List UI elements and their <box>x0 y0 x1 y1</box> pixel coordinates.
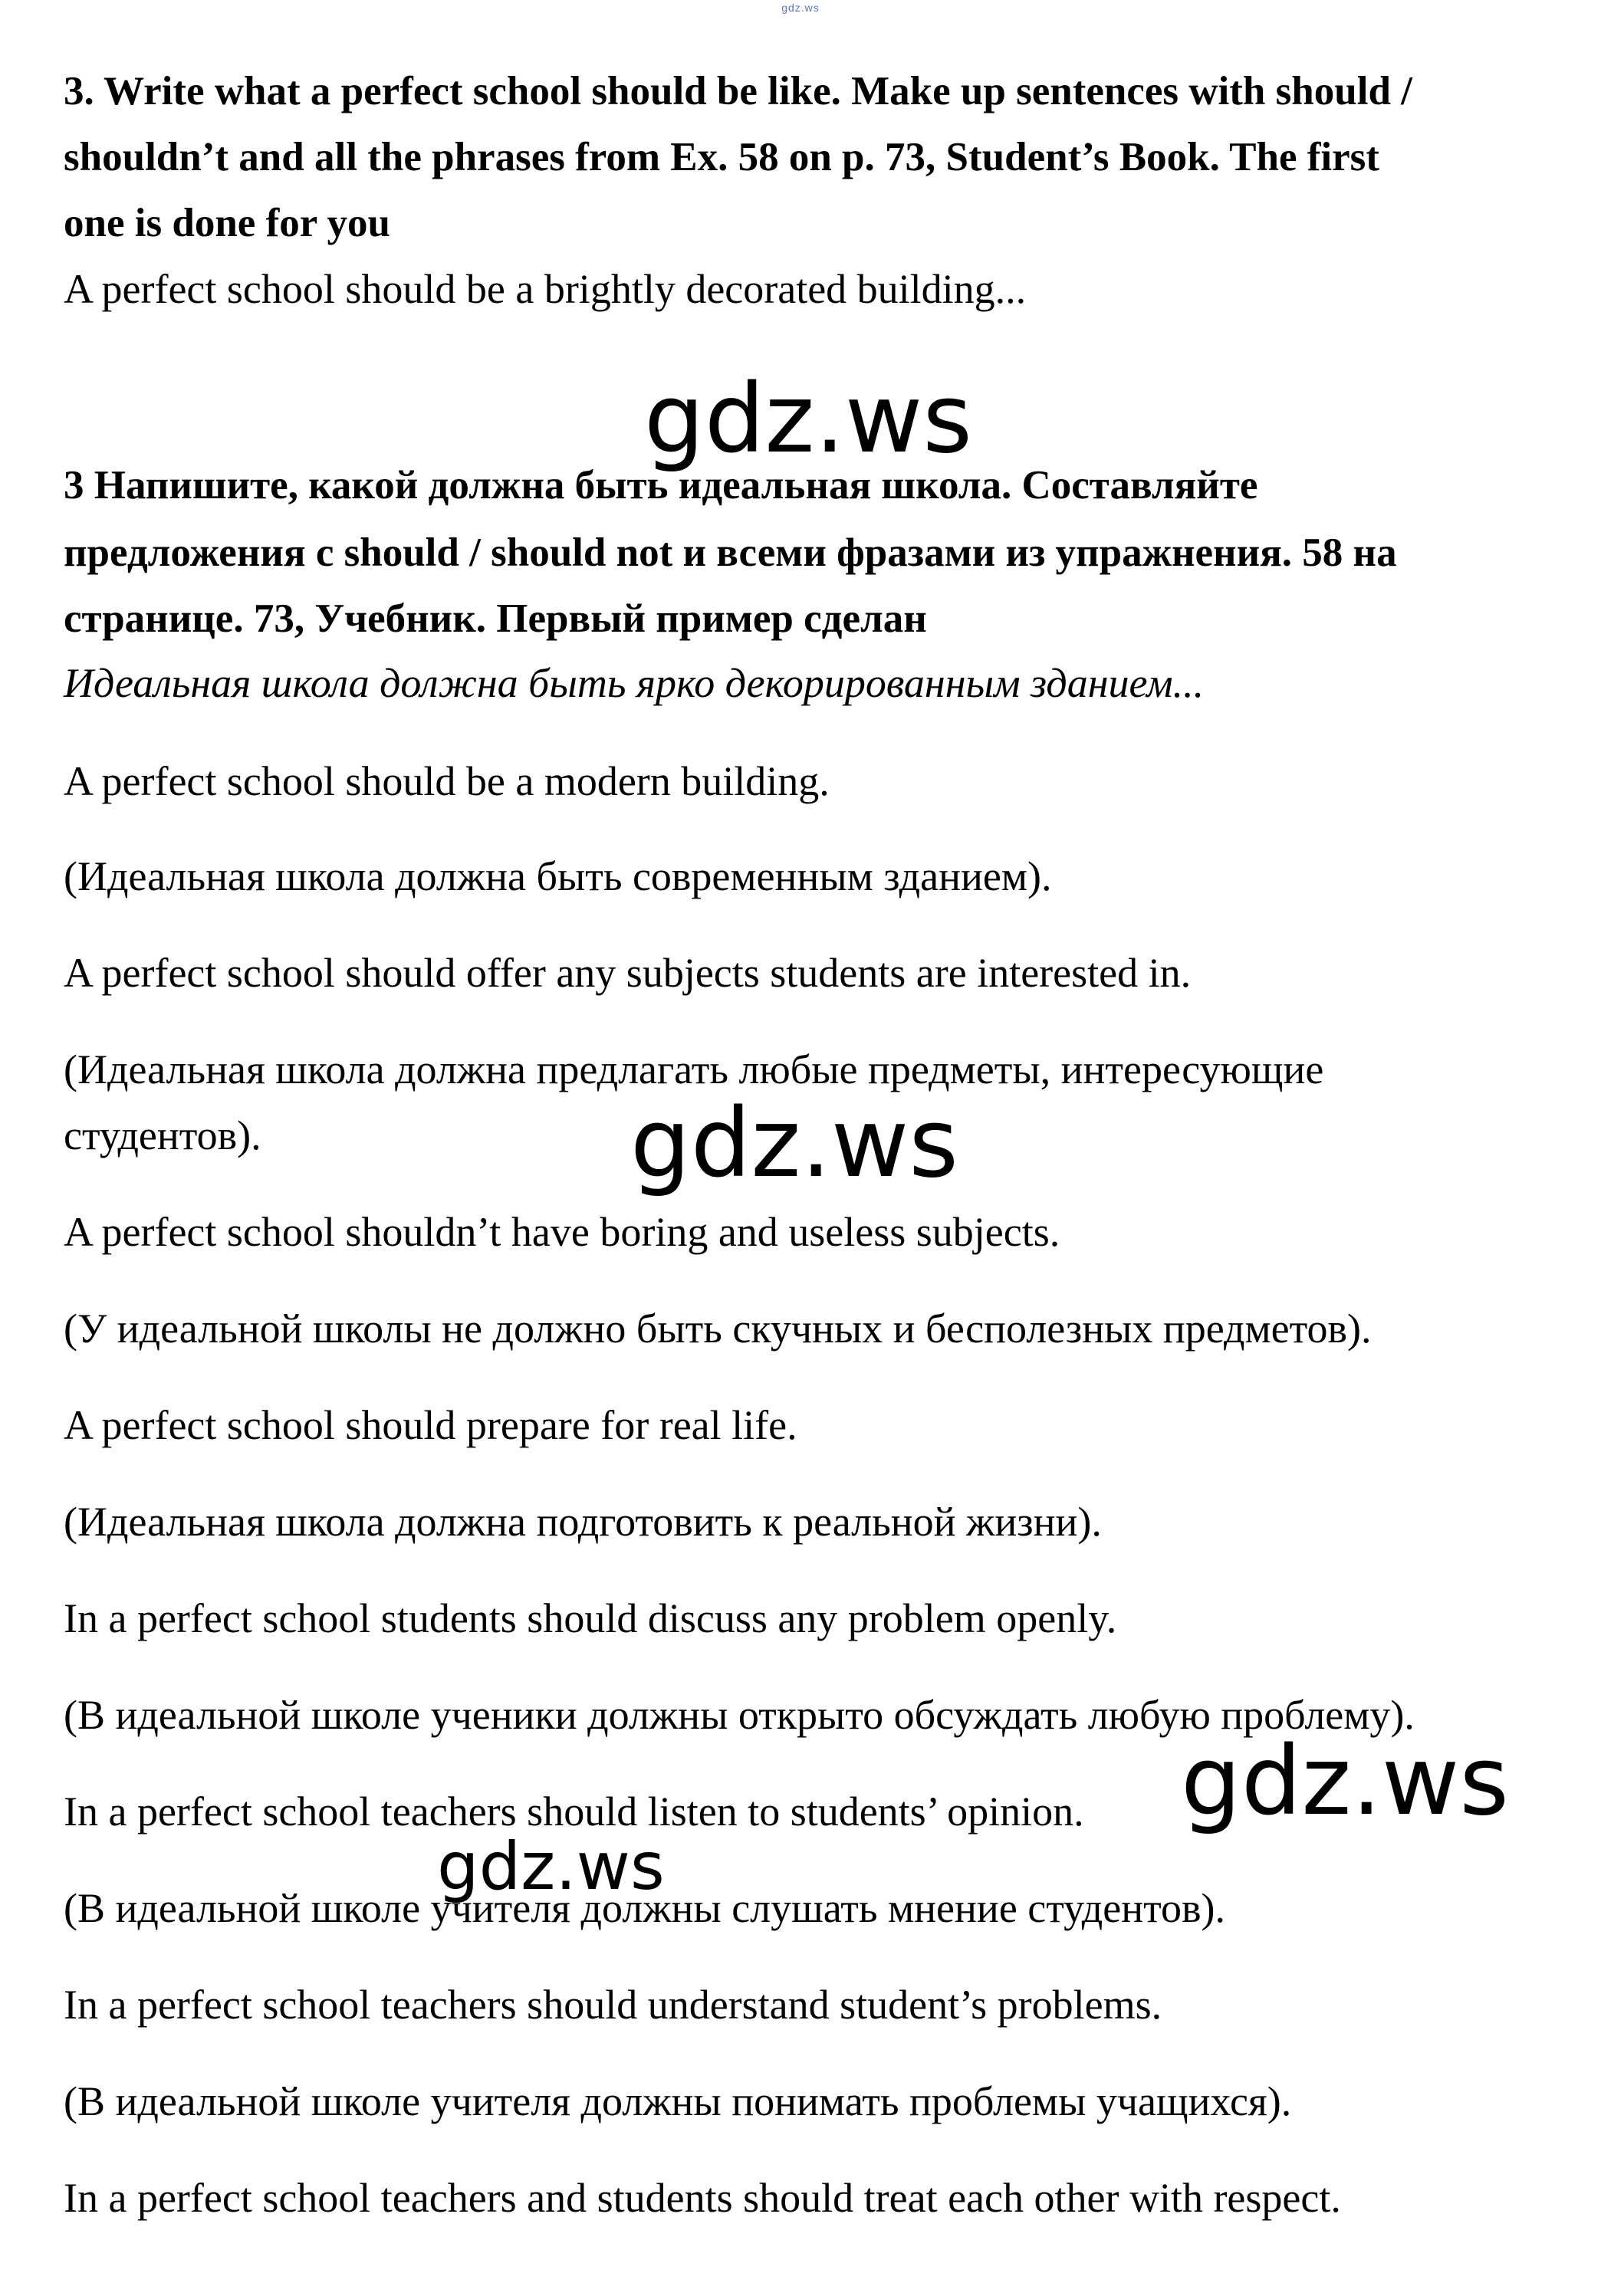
task-en-example: A perfect school should be a brightly decorated building... <box>64 266 1027 312</box>
task-ru-line-1: 3 Напишите, какой должна быть идеальная школа. Составляйте <box>64 463 1258 507</box>
header-watermark: gdz.ws <box>781 2 820 14</box>
answer-line: (У идеальной школы не должно быть скучных и бесполезных предметов). <box>64 1306 1372 1352</box>
watermark: gdz.ws <box>437 1828 665 1905</box>
watermark: gdz.ws <box>630 1089 958 1199</box>
answer-line: (В идеальной школе учителя должны понимать проблемы учащихся). <box>64 2078 1292 2124</box>
answer-line: (Идеальная школа должна подготовить к реальной жизни). <box>64 1499 1102 1545</box>
answer-line: A perfect school should prepare for real life. <box>64 1402 797 1448</box>
task-ru-line-3: странице. 73, Учебник. Первый пример сделан <box>64 596 927 641</box>
task-ru-line-2: предложения с should / should not и всеми фразами из упражнения. 58 на <box>64 530 1397 575</box>
answer-line: (Идеальная школа должна предлагать любые предметы, интересующие <box>64 1046 1324 1092</box>
answer-line: A perfect school should be a modern building. <box>64 758 830 804</box>
answer-line: (Идеальная школа должна быть современным зданием). <box>64 853 1052 899</box>
task-ru-example: Идеальная школа должна быть ярко декорированным зданием... <box>64 660 1205 706</box>
answer-line: In a perfect school teachers should listen to students’ opinion. <box>64 1789 1084 1835</box>
answer-line: In a perfect school teachers and students should treat each other with respect. <box>64 2175 1341 2221</box>
answer-line: A perfect school shouldn’t have boring and useless subjects. <box>64 1209 1060 1255</box>
answer-line: студентов). <box>64 1112 261 1158</box>
answer-line: In a perfect school teachers should understand student’s problems. <box>64 1982 1162 2028</box>
task-en-line-2: shouldn’t and all the phrases from Ex. 58 on p. 73, Student’s Book. The first <box>64 135 1379 179</box>
task-en-line-3: one is done for you <box>64 201 391 245</box>
answer-line: (В идеальной школе учителя должны слушать мнение студентов). <box>64 1885 1225 1931</box>
answer-line: (В идеальной школе ученики должны открыто обсуждать любую проблему). <box>64 1692 1415 1738</box>
answer-line: A perfect school should offer any subjects students are interested in. <box>64 950 1192 996</box>
answer-line: In a perfect school students should discuss any problem openly. <box>64 1595 1117 1641</box>
watermark: gdz.ws <box>1181 1726 1509 1837</box>
watermark: gdz.ws <box>644 364 972 475</box>
task-en-line-1: 3. Write what a perfect school should be like. Make up sentences with should / <box>64 69 1412 113</box>
